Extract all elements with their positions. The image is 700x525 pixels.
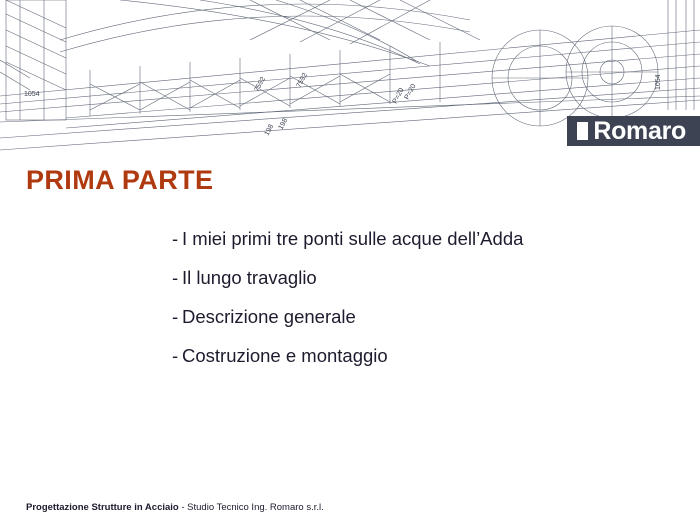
- list-item-label: Costruzione e montaggio: [182, 345, 388, 366]
- footer-detail: - Studio Tecnico Ing. Romaro s.r.l.: [178, 502, 324, 513]
- romaro-logo: [567, 116, 700, 146]
- list-item-label: I miei primi tre ponti sulle acque dell’Adda: [182, 228, 524, 249]
- svg-text:P=20: P=20: [391, 87, 406, 105]
- logo-text: Romaro: [593, 116, 686, 145]
- svg-text:7592: 7592: [253, 75, 268, 93]
- list-item: [172, 306, 672, 328]
- list-item: [172, 345, 672, 367]
- svg-text:198: 198: [277, 117, 290, 131]
- list-item: [172, 228, 672, 250]
- list-item-label: Descrizione generale: [182, 306, 356, 327]
- footer-company: Progettazione Strutture in Acciaio: [26, 502, 179, 513]
- bullet-dash: -: [172, 228, 179, 249]
- bullet-dash: -: [172, 267, 179, 288]
- footer: [26, 502, 324, 513]
- bullet-list: [172, 228, 672, 384]
- logo-mark-icon: [577, 122, 588, 140]
- page-title: PRIMA PARTE: [26, 165, 214, 195]
- svg-text:1054: 1054: [655, 74, 662, 90]
- svg-text:1054: 1054: [24, 91, 40, 98]
- list-item-label: Il lungo travaglio: [182, 267, 317, 288]
- svg-text:7592: 7592: [295, 71, 310, 89]
- svg-text:P=20: P=20: [403, 83, 418, 101]
- bullet-dash: -: [172, 306, 179, 327]
- list-item: [172, 267, 672, 289]
- bullet-dash: -: [172, 345, 179, 366]
- svg-text:198: 198: [263, 123, 276, 137]
